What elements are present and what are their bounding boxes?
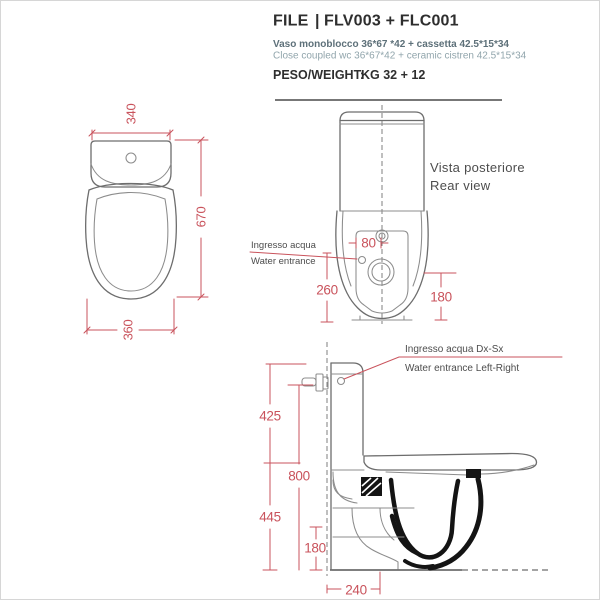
dim-425-label: 425 — [259, 408, 281, 424]
header — [273, 13, 527, 101]
bowl-outline — [86, 184, 177, 300]
model-code: FLV003 + FLC001 — [324, 12, 459, 30]
seat-lid-outline — [364, 454, 537, 471]
description-english: Close coupled wc 36*67*42 + ceramic cistren 42.5*15*34 — [273, 50, 527, 62]
water-entrance-label-en: Water entrance — [251, 256, 316, 267]
seat-underside-line — [386, 472, 467, 475]
flush-button — [126, 153, 136, 163]
dim-180-side-label: 180 — [304, 540, 326, 556]
dim-260-label: 260 — [316, 282, 338, 298]
cistern-top-outline — [91, 141, 171, 187]
dim-360-label: 360 — [120, 319, 136, 341]
page-border — [1, 1, 600, 600]
view-title-english: Rear view — [430, 178, 491, 193]
water-entrance-label-it: Ingresso acqua — [251, 240, 316, 251]
rim-section-block — [361, 477, 382, 496]
dim-800-label: 800 — [288, 468, 310, 484]
water-entrance-hole-side — [338, 378, 345, 385]
top-view-dimensions — [84, 104, 209, 341]
weight-label: PESO/WEIGHT: — [273, 68, 364, 82]
inlet-valve-fitting — [302, 374, 328, 391]
water-entrance-side-label-it: Ingresso acqua Dx-Sx — [405, 344, 504, 355]
bowl-inner-section — [391, 480, 458, 557]
side-view-drawing — [302, 342, 562, 576]
weight-value: KG 32 + 12 — [361, 68, 426, 82]
water-entrance-side-label-en: Water entrance Left-Right — [405, 363, 520, 374]
dim-180-rear-label: 180 — [430, 289, 452, 305]
dim-340-label: 340 — [123, 103, 139, 125]
cistern-lid-curve — [91, 164, 171, 185]
dim-80-label: 80 — [361, 235, 376, 251]
top-view-drawing — [86, 141, 177, 299]
dim-445-label: 445 — [259, 509, 281, 525]
cistern-side-outline — [331, 363, 363, 455]
view-title-italian: Vista posteriore — [430, 160, 525, 175]
description-italian: Vaso monoblocco 36*67 *42 + cassetta 42.5*15*34 — [273, 39, 509, 50]
file-label: FILE — [273, 12, 309, 30]
water-entrance-hole — [359, 257, 366, 264]
dim-240-label: 240 — [345, 582, 367, 598]
dim-670-label: 670 — [193, 206, 209, 228]
title-separator: | — [315, 12, 320, 30]
outlet-section — [405, 561, 433, 567]
rear-view-drawing — [251, 105, 525, 324]
seat-inner-outline — [94, 193, 168, 292]
